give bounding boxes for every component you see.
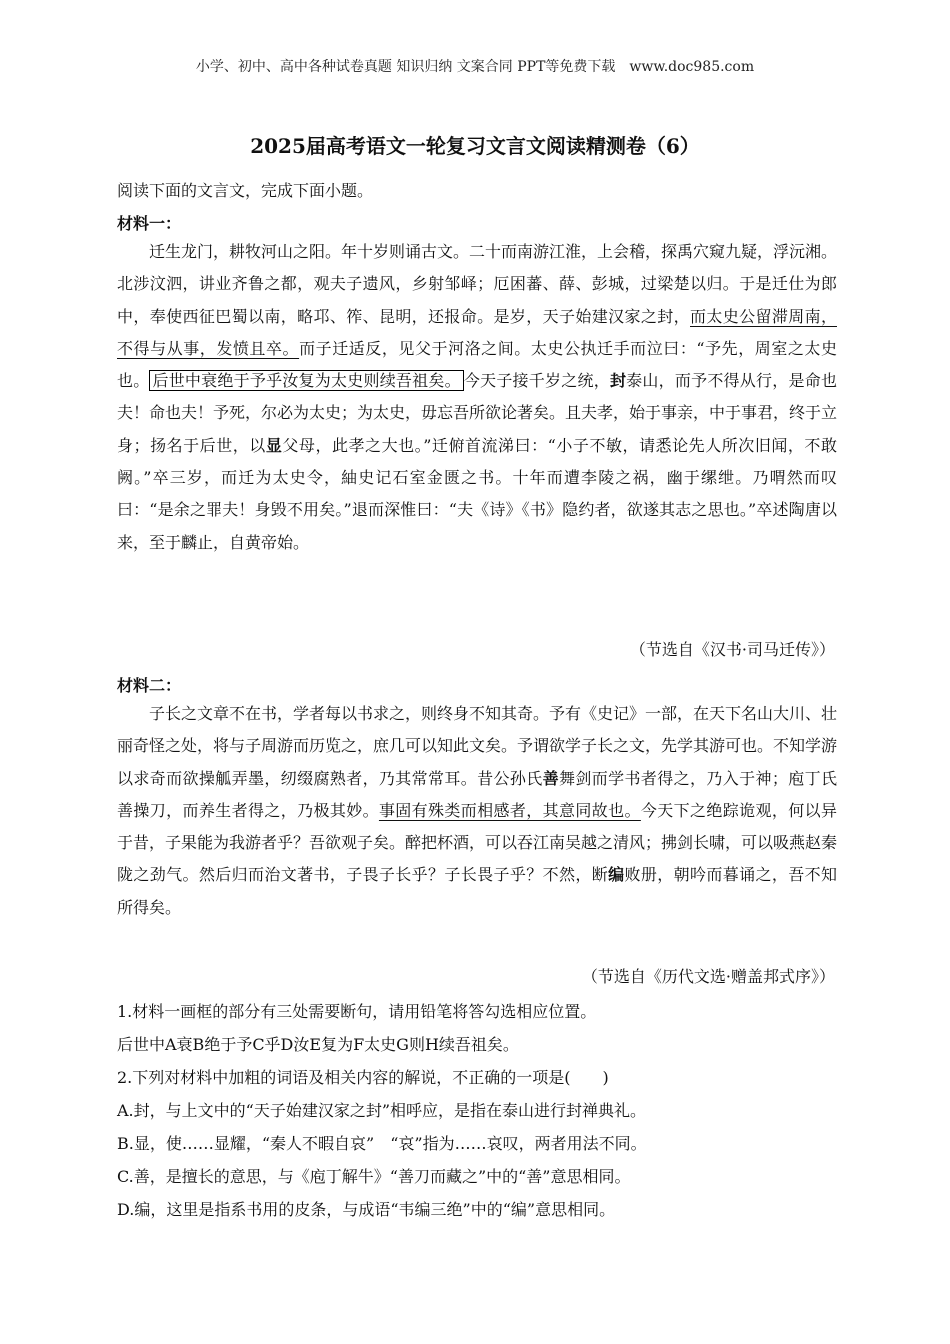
m2-text-1: 子长之文章不在书，学者每以书求之，则终身不知其奇。予有《史记》一部，在天下名山大川、壮丽奇怪之处，将与子周游而历览之，庶几可以知此文矣。予谓欲学子长之文，先学其游可也。不知学游以求奇而欲操觚弄墨，纫缀腐熟者，乃其常常耳。昔公孙氏: [117, 704, 838, 788]
material2-source: （节选自《历代文选·赠盖邦式序》）: [581, 967, 835, 986]
material2-passage: [117, 698, 837, 924]
option-a: A.封，与上文中的“天子始建汉家之封”相呼应，是指在泰山进行封禅典礼。: [117, 1101, 647, 1120]
m2-text-4: 败册，朝吟而暮诵之，吾不知所得矣。: [117, 865, 837, 917]
material1-passage: [117, 236, 837, 559]
question-1-sentence: 后世中A衰B绝于予C乎D汝E复为F太史G则H续吾祖矣。: [117, 1035, 519, 1054]
material1-source: （节选自《汉书·司马迁传》）: [629, 640, 835, 659]
m1-text-2: 而子迁适反，见父于河洛之间。太史公执迁手而泣曰：“予先，周室之太史也。: [117, 338, 837, 391]
material2-heading: 材料二：: [117, 676, 182, 695]
m2-text-2: 舞剑而学书者得之，乃入于神；庖丁氏善操刀，而养生者得之，乃极其妙。: [117, 768, 837, 820]
m2-bold-shan: 善: [542, 768, 560, 788]
m1-text-1: 迁生龙门，耕牧河山之阳。年十岁则诵古文。二十而南游江淮，上会稽，探禹穴窥九疑，浮沅湘。北涉汶泗，讲业齐鲁之都，观夫子遗风，乡射邹峄；厄困蕃、薛、彭城，过梁楚以归。于是迁仕为郎中，奉使西征巴蜀以南，略邛、筰、昆明，还报命。是岁，天子始建汉家之封，: [117, 242, 838, 326]
page-header: 小学、初中、高中各种试卷真题 知识归纳 文案合同 PPT等免费下载 www.doc985.com: [195, 59, 755, 75]
m1-text-5: 父母，此孝之大也。”迁俯首流涕曰：“小子不敏，请悉论先人所次旧闻，不敢阙。”卒三岁，而迁为太史令，紬史记石室金匮之书。十年而遭李陵之祸，幽于缧绁。乃喟然而叹曰：“是余之罪夫！身毁不用矣。”退而深惟曰：“夫《诗》《书》隐约者，欲遂其志之思也。”卒述陶唐以来，至于麟止，自黄帝始。: [117, 435, 837, 552]
m1-boxed-sentence: 后世中衰绝于予乎汝复为太史则续吾祖矣。: [149, 370, 463, 391]
m1-bold-xian: 显: [265, 435, 283, 455]
m1-bold-feng: 封: [609, 371, 627, 391]
instruction: 阅读下面的文言文，完成下面小题。: [117, 181, 374, 200]
m1-text-3: 今天子接千岁之统，: [463, 371, 610, 391]
m2-text-3: 今天下之绝踪诡观，何以异于昔，子果能为我游者乎？吾欲观子矣。醉把杯酒，可以吞江南吴越之清风；拂剑长啸，可以吸燕赵秦陇之劲气。然后归而治文著书，子畏子长乎？子长畏子乎？不然，断: [117, 800, 838, 885]
m1-text-4: 泰山，而予不得从行，是命也夫！命也夫！予死，尔必为太史；为太史，毋忘吾所欲论著矣。且夫孝，始于事亲，中于事君，终于立身；扬名于后世，以: [117, 371, 838, 455]
question-1: 1.材料一画框的部分有三处需要断句，请用铅笔将答勾选相应位置。: [117, 1002, 597, 1021]
m1-underlined-sentence: 而太史公留滞周南，不得与从事，发愤且卒。: [117, 306, 837, 358]
m2-bold-bian: 编: [608, 865, 625, 885]
m2-underlined-sentence: 事固有殊类而相感者，其意同故也。: [378, 800, 641, 820]
material1-heading: 材料一：: [117, 214, 182, 233]
question-2: 2.下列对材料中加粗的词语及相关内容的解说，不正确的一项是( ): [117, 1068, 609, 1087]
option-b: B.显，使……显耀，“秦人不暇自哀” “哀”指为……哀叹，两者用法不同。: [117, 1134, 647, 1153]
option-d: D.编，这里是指系书用的皮条，与成语“韦编三绝”中的“编”意思相同。: [117, 1200, 616, 1219]
option-c: C.善，是擅长的意思，与《庖丁解牛》“善刀而藏之”中的“善”意思相同。: [117, 1167, 631, 1186]
page-title: 2025届高考语文一轮复习文言文阅读精测卷（6）: [250, 134, 700, 158]
